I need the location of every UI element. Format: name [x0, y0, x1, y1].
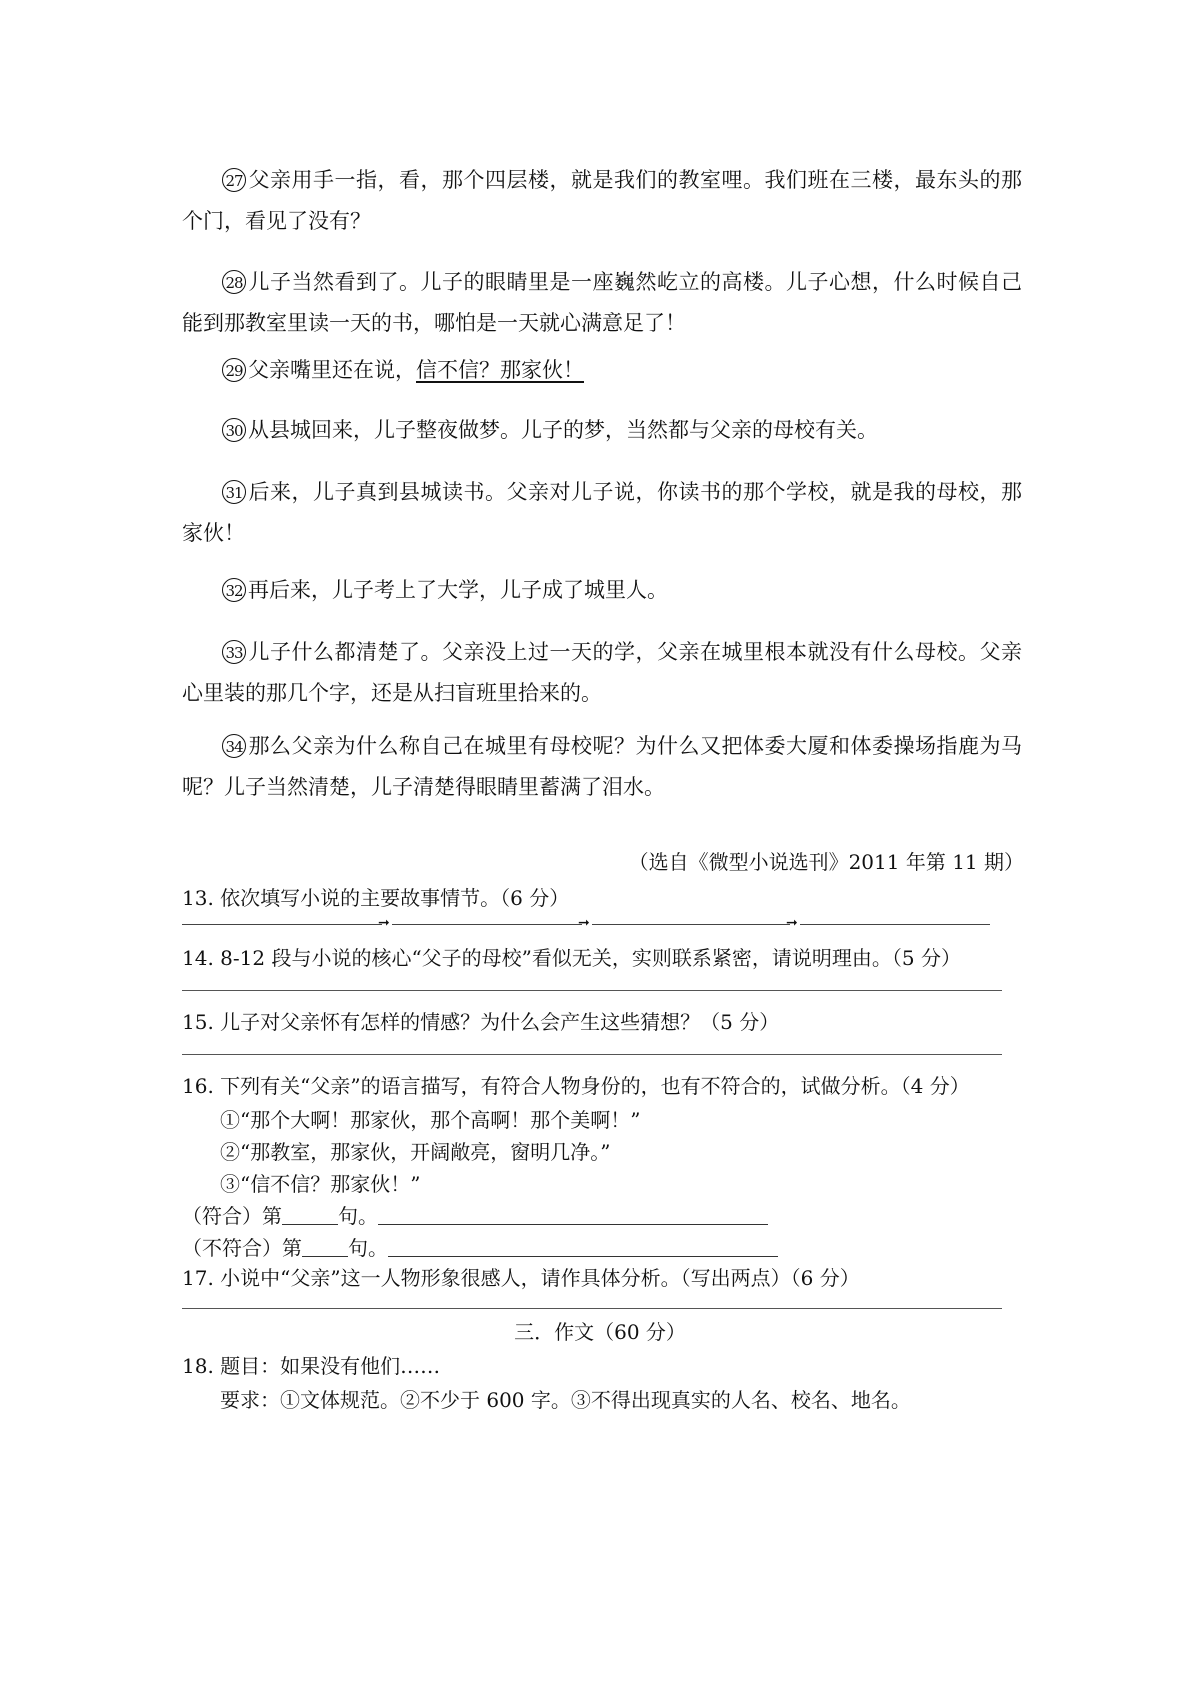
- story-paragraph-29: [182, 350, 1022, 391]
- answer-blank-4[interactable]: [800, 924, 990, 925]
- q16-item-2: ②“那教室，那家伙，开阔敞亮，窗明几净。”: [220, 1140, 611, 1164]
- composition-requirements: 要求：①文体规范。②不少于 600 字。③不得出现真实的人名、校名、地名。: [220, 1388, 911, 1412]
- story-paragraph-30: [182, 410, 1022, 451]
- paragraph-number-badge: 29: [222, 358, 246, 382]
- q16-item-3: ③“信不信？那家伙！”: [220, 1172, 421, 1196]
- arrow-icon: ➞: [578, 915, 590, 931]
- answer-blank-3[interactable]: [592, 924, 790, 925]
- question-18: 18. 题目：如果没有他们……: [182, 1354, 441, 1378]
- answer-line-17[interactable]: [182, 1308, 1002, 1309]
- paragraph-text: 儿子什么都清楚了。父亲没上过一天的学，父亲在城里根本就没有什么母校。父亲心里装的那几个字，还是从扫盲班里拾来的。: [182, 640, 1022, 705]
- story-source: （选自《微型小说选刊》2011 年第 11 期）: [628, 850, 1024, 874]
- answer-line-15[interactable]: [182, 1054, 1002, 1055]
- underlined-quote: 信不信？那家伙！: [416, 358, 584, 382]
- q16-fit-answer-row: [182, 1200, 768, 1229]
- q16-unfit-prefix: （不符合）第: [182, 1236, 302, 1260]
- story-paragraph-27: [182, 160, 1022, 242]
- section-title-composition: 三．作文（60 分）: [514, 1320, 686, 1344]
- paragraph-number-badge: 30: [222, 418, 246, 442]
- answer-blank-2[interactable]: [392, 924, 582, 925]
- question-16: 16. 下列有关“父亲”的语言描写，有符合人物身份的，也有不符合的，试做分析。（4 分）: [182, 1074, 970, 1098]
- paragraph-number-badge: 32: [222, 578, 246, 602]
- paragraph-text: 那么父亲为什么称自己在城里有母校呢？为什么又把体委大厦和体委操场指鹿为马呢？儿子当然清楚，儿子清楚得眼睛里蓄满了泪水。: [182, 734, 1022, 799]
- paragraph-text: 再后来，儿子考上了大学，儿子成了城里人。: [248, 578, 668, 602]
- paragraph-number-badge: 31: [222, 480, 246, 504]
- question-17: 17. 小说中“父亲”这一人物形象很感人，请作具体分析。（写出两点）（6 分）: [182, 1266, 860, 1290]
- story-paragraph-28: [182, 262, 1022, 344]
- paragraph-text: 后来，儿子真到县城读书。父亲对儿子说，你读书的那个学校，就是我的母校，那家伙！: [182, 480, 1022, 545]
- paragraph-text: 父亲嘴里还在说，: [248, 358, 416, 382]
- q16-fit-sentence-blank[interactable]: [282, 1206, 338, 1225]
- story-paragraph-34: [182, 726, 1022, 808]
- paragraph-text: 父亲用手一指，看，那个四层楼，就是我们的教室哩。我们班在三楼，最东头的那个门，看见了没有？: [182, 168, 1022, 233]
- q16-unfit-reason-blank[interactable]: [388, 1238, 778, 1257]
- question-13: 13. 依次填写小说的主要故事情节。（6 分）: [182, 886, 570, 910]
- paragraph-number-badge: 34: [222, 734, 246, 758]
- question-15: 15. 儿子对父亲怀有怎样的情感？为什么会产生这些猜想？（5 分）: [182, 1010, 780, 1034]
- q16-unfit-sentence-blank[interactable]: [302, 1238, 348, 1257]
- question-14: 14. 8-12 段与小说的核心“父子的母校”看似无关，实则联系紧密，请说明理由。（5 分）: [182, 946, 961, 970]
- paragraph-number-badge: 33: [222, 640, 246, 664]
- q16-unfit-suffix: 句。: [348, 1236, 388, 1260]
- answer-line-14[interactable]: [182, 990, 1002, 991]
- answer-blank-1[interactable]: [182, 924, 382, 925]
- paragraph-number-badge: 28: [222, 270, 246, 294]
- paragraph-number-badge: 27: [222, 168, 246, 192]
- q16-fit-suffix: 句。: [338, 1204, 378, 1228]
- arrow-icon: ➞: [378, 915, 390, 931]
- q16-fit-reason-blank[interactable]: [378, 1206, 768, 1225]
- arrow-icon: ➞: [786, 915, 798, 931]
- paragraph-text: 儿子当然看到了。儿子的眼睛里是一座巍然屹立的高楼。儿子心想，什么时候自己能到那教室里读一天的书，哪怕是一天就心满意足了！: [182, 270, 1022, 335]
- story-paragraph-33: [182, 632, 1022, 714]
- q16-fit-prefix: （符合）第: [182, 1204, 282, 1228]
- q16-item-1: ①“那个大啊！那家伙，那个高啊！那个美啊！”: [220, 1108, 641, 1132]
- q16-unfit-answer-row: [182, 1232, 778, 1261]
- story-paragraph-32: [182, 570, 1022, 611]
- paragraph-text: 从县城回来，儿子整夜做梦。儿子的梦，当然都与父亲的母校有关。: [248, 418, 878, 442]
- story-paragraph-31: [182, 472, 1022, 554]
